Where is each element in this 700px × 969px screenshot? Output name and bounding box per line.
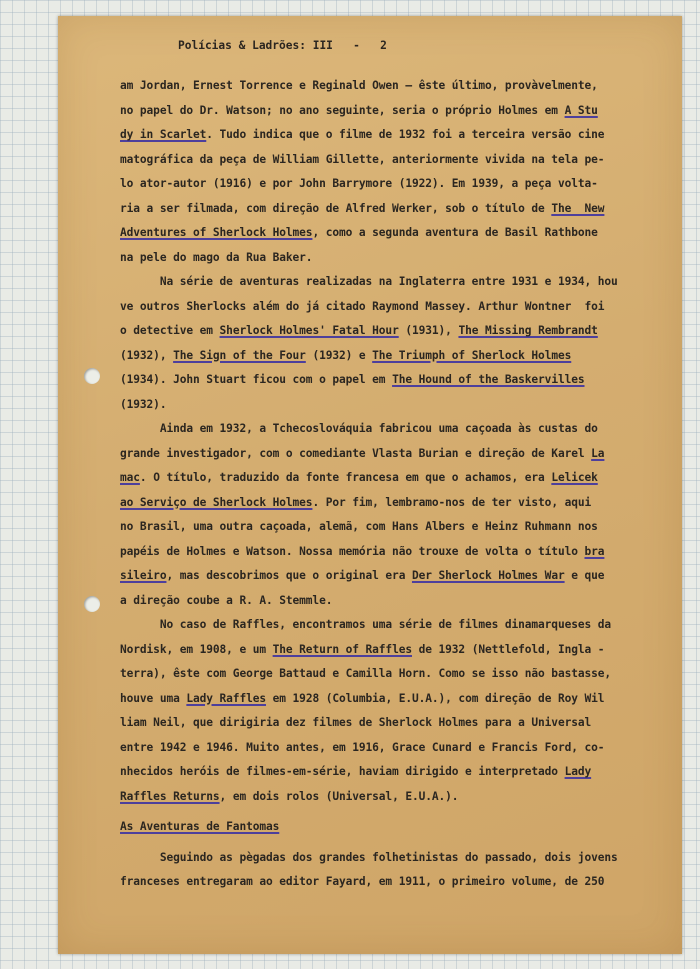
text-segment: terra), êste com George Battaud e Camilla Horn. Como se isso não bastasse, [120,667,612,680]
text-segment: (1932) e [305,348,373,362]
text-segment: no papel do Dr. Watson; no ano seguinte, seria o próprio Holmes em [120,103,565,117]
text-segment: ria a ser filmada, com direção de Alfred Werker, sob o título de [120,201,552,215]
text-segment: . O título, traduzido da fonte francesa em que o achamos, era [139,471,552,484]
text-line [120,687,680,712]
underlined-title: The Return of Raffles [272,642,412,656]
text-line [120,368,680,393]
body-lines [120,74,680,895]
text-line [120,491,680,516]
underlined-title: Der Sherlock Holmes War [411,569,565,582]
underlined-title: bra [584,544,605,558]
underlined-title: La [591,446,605,460]
underlined-title: ao Serviço de Sherlock Holmes [120,495,313,509]
text-segment: e que [564,569,605,582]
text-segment: grande investigador, com o comediante Vlasta Burian e direção de Karel [120,446,592,460]
underlined-title: Raffles Returns [120,789,220,803]
underlined-title: The New [551,201,605,215]
text-line [120,99,680,124]
text-line [120,815,680,840]
text-line [120,736,680,761]
text-line [120,123,680,148]
text-segment: entre 1942 e 1946. Muito antes, em 1916, Grace Cunard e Francis Ford, co- [120,740,605,754]
text-segment: (1932), [120,348,174,362]
text-line [120,466,680,491]
underlined-title: As Aventuras de Fantomas [120,820,280,833]
text-segment: Nordisk, em 1908, e um [120,642,273,656]
underlined-title: Lelicek [551,471,598,484]
underlined-title: The Triumph of Sherlock Holmes [372,348,572,362]
text-segment: Na série de aventuras realizadas na Inglaterra entre 1931 e 1934, hou [120,275,618,288]
text-line [120,564,680,589]
underlined-title: Lady Raffles [186,691,266,705]
text-line [120,846,680,871]
text-segment: (1932). [120,397,167,411]
text-line [120,246,680,271]
text-segment: lo ator-autor (1916) e por John Barrymore (1922). Em 1939, a peça volta- [120,177,598,190]
text-line [120,711,680,736]
text-segment: am Jordan, Ernest Torrence e Reginald Owen — êste último, provàvelmente, [120,79,598,92]
punch-hole [84,368,100,384]
text-line [120,270,680,295]
text-line [120,638,680,663]
underlined-title: The Missing Rembrandt [458,324,598,337]
text-line [120,589,680,614]
text-line [120,148,680,173]
text-line [120,344,680,369]
underlined-title: sileiro [120,569,167,582]
underlined-title: The Sign of the Four [173,348,306,362]
underlined-title: Sherlock Holmes' Fatal Hour [219,324,399,337]
text-line [120,319,680,344]
text-segment: de 1932 (Nettlefold, Ingla - [411,642,605,656]
text-line [120,417,680,442]
text-segment: papéis de Holmes e Watson. Nossa memória não trouxe de volta o título [120,544,585,558]
text-segment: (1934). John Stuart ficou com o papel em [120,373,393,386]
text-line [120,442,680,467]
text-segment: houve uma [120,691,187,705]
text-line [120,613,680,638]
text-segment: no Brasil, uma outra caçoada, alemã, com Hans Albers e Heinz Ruhmann nos [120,520,598,533]
text-line [120,172,680,197]
text-segment: liam Neil, que dirigiria dez filmes de Sherlock Holmes para a Universal [120,716,592,729]
text-line [120,760,680,785]
text-segment: o detective em [120,324,220,337]
text-segment: nhecidos heróis de filmes-em-série, haviam dirigido e interpretado [120,765,565,778]
text-segment: a direção coube a R. A. Stemmle. [120,593,333,607]
underlined-title: Adventures of Sherlock Holmes [120,226,313,239]
text-line [120,221,680,246]
text-segment: em 1928 (Columbia, E.U.A.), com direção de Roy Wil [266,691,605,705]
text-line [120,393,680,418]
text-segment: ve outros Sherlocks além do já citado Raymond Massey. Arthur Wontner foi [120,299,605,313]
punch-hole [84,596,100,612]
text-segment: na pele do mago da Rua Baker. [120,250,313,264]
underlined-title: mac [120,471,140,484]
underlined-title: dy in Scarlet [120,128,207,141]
text-segment: , como a segunda aventura de Basil Rathbone [312,226,598,239]
typewritten-page [58,16,682,954]
text-line [120,662,680,687]
text-line [120,515,680,540]
underlined-title: A Stu [564,103,598,117]
text-line [120,540,680,565]
text-segment: , mas descobrimos que o original era [166,569,412,582]
underlined-title: Lady [564,765,592,778]
text-segment: Seguindo as pègadas dos grandes folhetinistas do passado, dois jovens [120,850,618,864]
text-segment: franceses entregaram ao editor Fayard, em 1911, o primeiro volume, de 250 [120,875,605,888]
underlined-title: The Hound of the Baskervilles [392,373,585,386]
text-segment: Ainda em 1932, a Tchecoslováquia fabricou uma caçoada às custas do [120,422,598,435]
text-segment: . Por fim, lembramo-nos de ter visto, aqui [312,495,592,509]
page-header: Polícias & Ladrões: III - 2 [178,39,387,52]
text-segment: . Tudo indica que o filme de 1932 foi a terceira versão cine [206,128,605,141]
text-segment: , em dois rolos (Universal, E.U.A.). [219,789,459,803]
text-line [120,74,680,99]
text-segment: No caso de Raffles, encontramos uma série de filmes dinamarqueses da [120,618,612,631]
page-text [120,34,680,895]
text-line [120,870,680,895]
text-line [120,785,680,810]
text-segment: matográfica da peça de William Gillette, anteriormente vivida na tela pe- [120,152,605,166]
text-line [120,197,680,222]
text-line [120,295,680,320]
text-segment: (1931), [398,324,459,337]
